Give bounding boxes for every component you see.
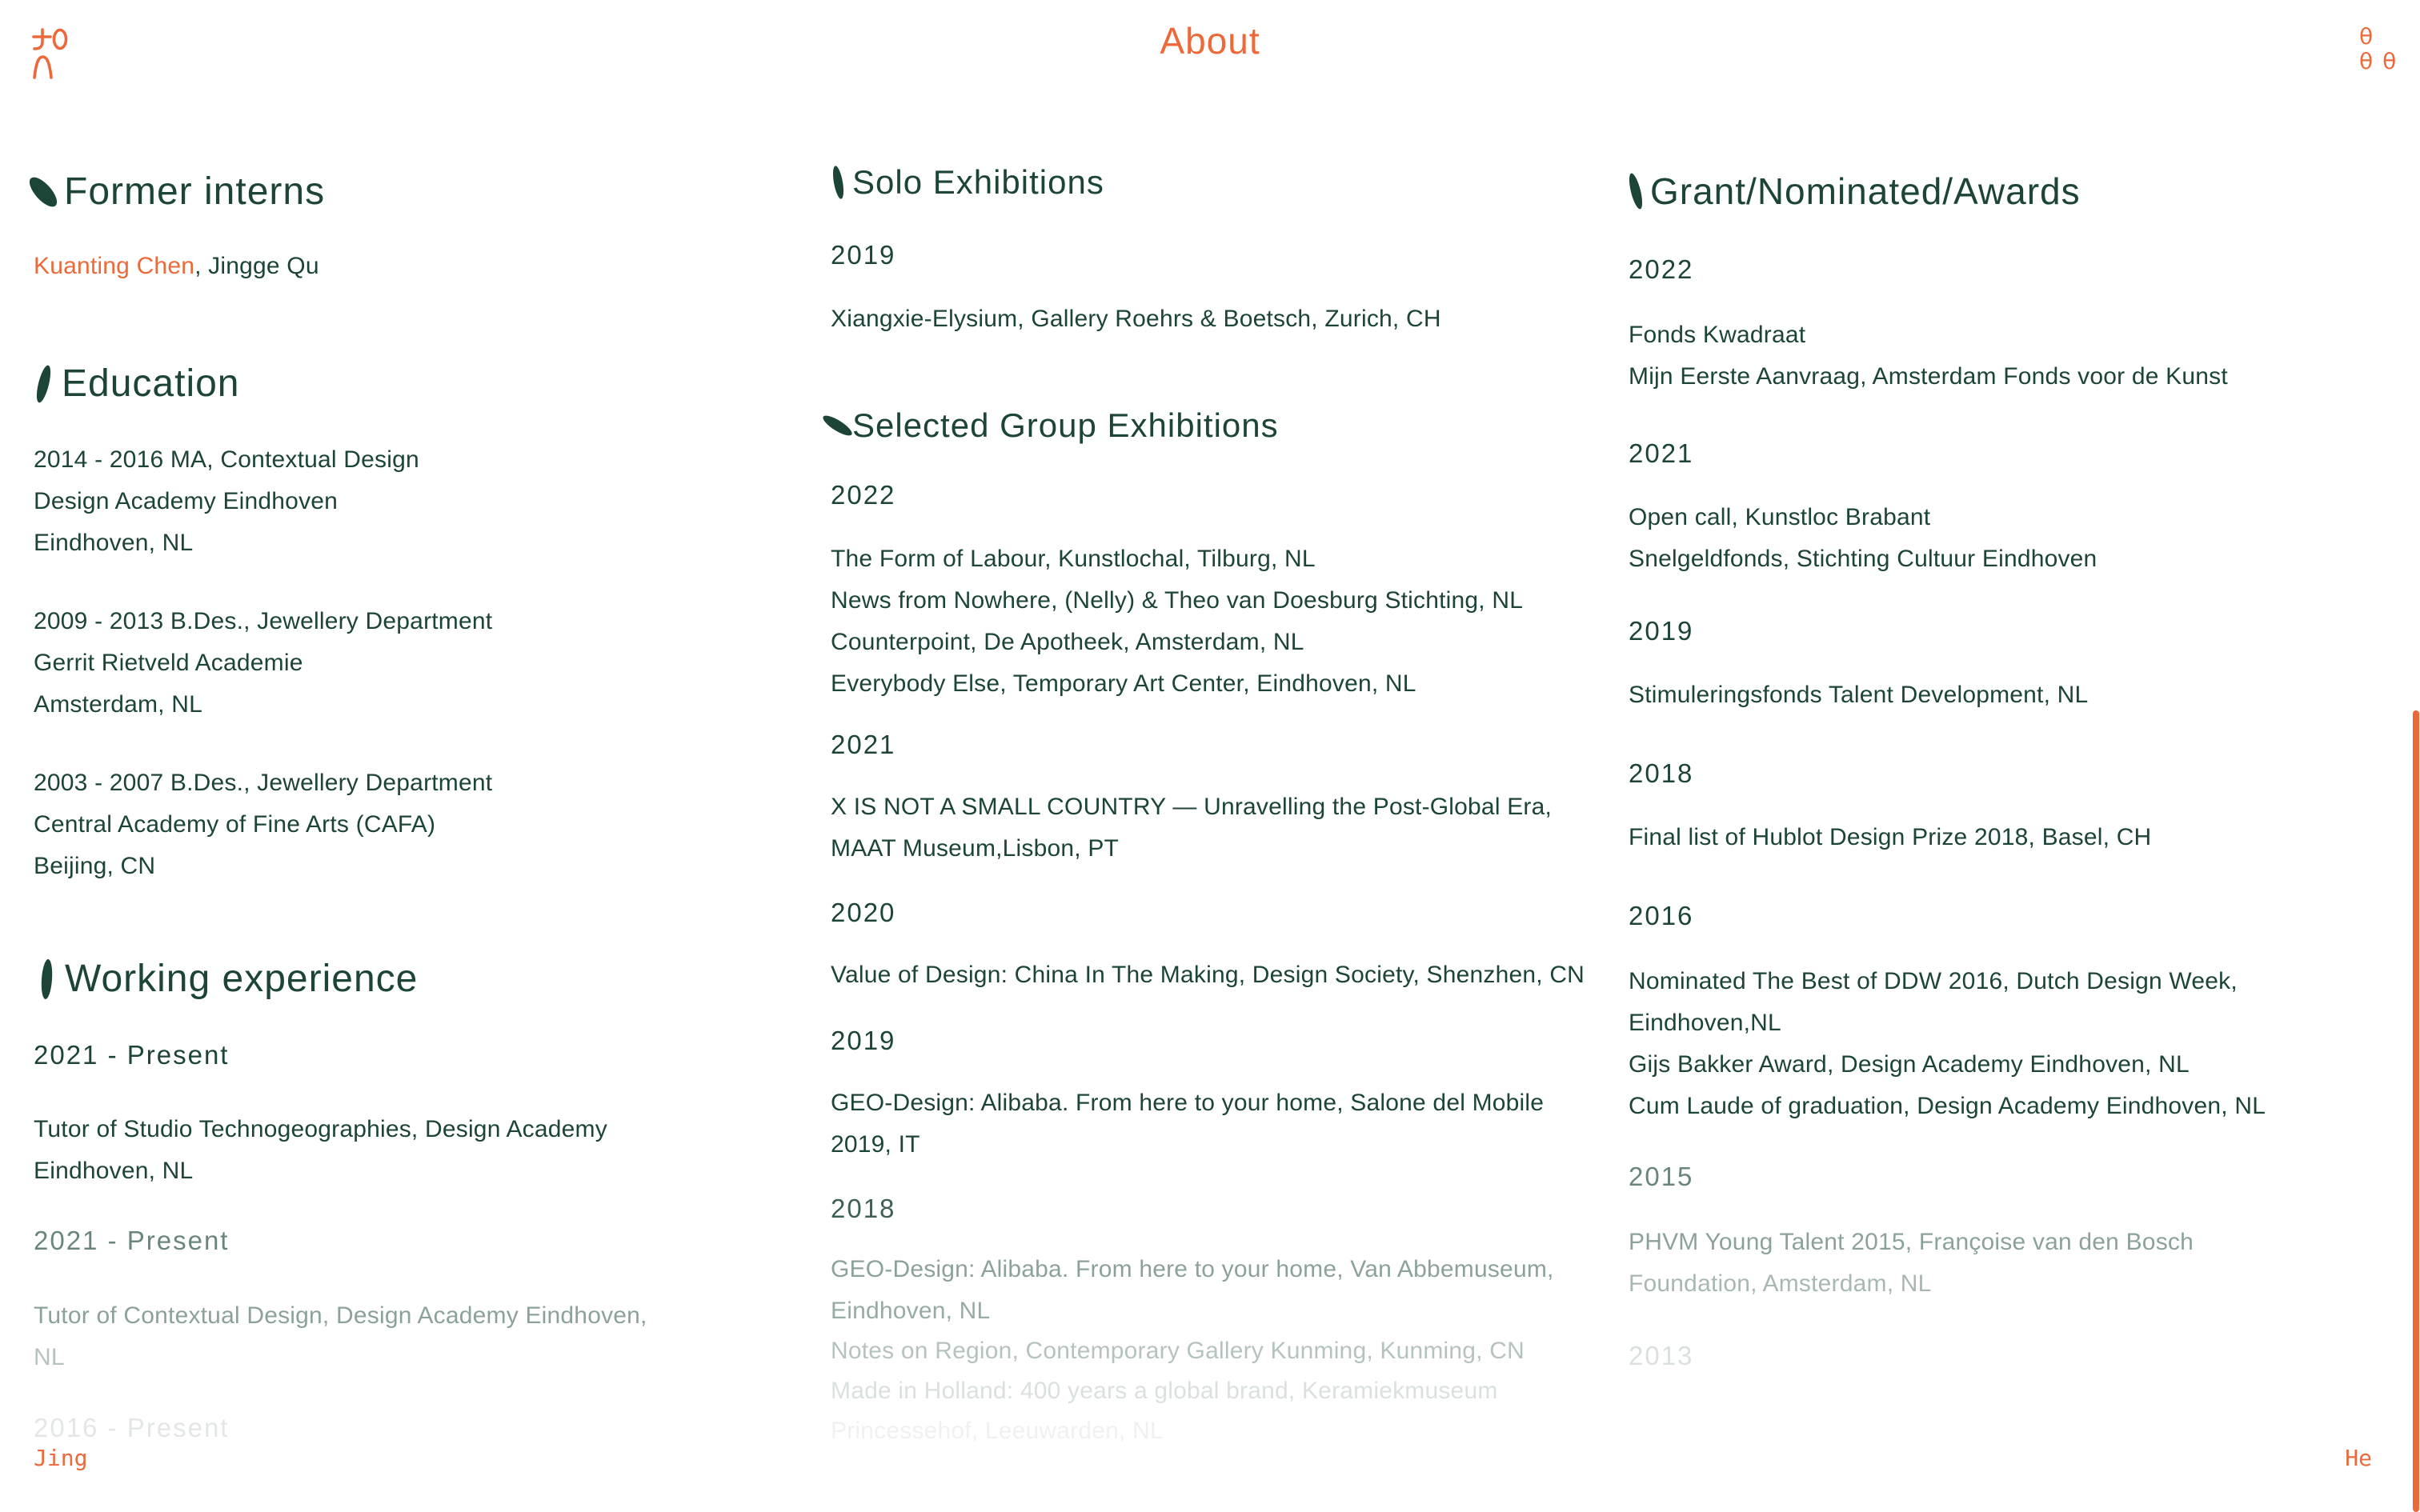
section-heading-working-experience	[42, 957, 418, 1001]
section-heading-label: Education	[62, 362, 240, 405]
section-heading-solo-exhibitions	[834, 163, 1104, 202]
year-label: 2021	[1629, 438, 1694, 468]
education-line: 2014 - 2016 MA, Contextual Design	[34, 446, 419, 473]
award-line: PHVM Young Talent 2015, Françoise van den Bosch	[1629, 1229, 2194, 1255]
section-heading-group-exhibitions	[832, 406, 1279, 445]
scrollbar-thumb[interactable]	[2413, 710, 2419, 1512]
leaf-icon	[1627, 172, 1645, 210]
menu-glyph-row: θ	[2359, 23, 2374, 50]
education-line: Eindhoven, NL	[34, 530, 194, 556]
year-label: 2022	[1629, 254, 1694, 284]
exhibition-line: 2019, IT	[831, 1131, 920, 1158]
year-label: 2013	[1629, 1341, 1694, 1370]
award-line: Snelgeldfonds, Stichting Cultuur Eindhoven	[1629, 546, 2097, 572]
section-heading-former-interns	[35, 170, 325, 214]
leaf-icon	[820, 412, 855, 438]
section-heading-label: Working experience	[65, 958, 419, 1000]
work-period: 2016 - Present	[34, 1413, 230, 1442]
year-label: 2022	[831, 480, 896, 510]
education-line: Gerrit Rietveld Academie	[34, 650, 303, 676]
education-line: Central Academy of Fine Arts (CAFA)	[34, 811, 436, 838]
exhibition-line: GEO-Design: Alibaba. From here to your home, Van Abbemuseum,	[831, 1256, 1554, 1282]
award-line: Eindhoven,NL	[1629, 1010, 1781, 1036]
intern-link-kuanting-chen[interactable]: Kuanting Chen	[34, 253, 195, 279]
exhibition-line: GEO-Design: Alibaba. From here to your home, Salone del Mobile	[831, 1090, 1545, 1116]
year-label: 2015	[1629, 1162, 1694, 1191]
footer-name-jing: Jing	[34, 1445, 88, 1471]
exhibition-line: Eindhoven, NL	[831, 1298, 991, 1324]
award-line: Final list of Hublot Design Prize 2018, Basel, CH	[1629, 824, 2152, 850]
menu-glyph-row: θθ	[2359, 48, 2406, 74]
section-heading-label: Solo Exhibitions	[852, 163, 1104, 201]
section-heading-label: Selected Group Exhibitions	[852, 406, 1279, 444]
exhibition-line: Notes on Region, Contemporary Gallery Kunming, Kunming, CN	[831, 1338, 1525, 1364]
work-period: 2021 - Present	[34, 1040, 230, 1070]
work-line: Tutor of Contextual Design, Design Academy Eindhoven,	[34, 1302, 647, 1329]
footer-name-he: He	[2345, 1445, 2372, 1471]
year-label: 2018	[831, 1194, 896, 1223]
year-label: 2019	[831, 1026, 896, 1055]
leaf-icon	[25, 173, 62, 211]
award-line: Fonds Kwadraat	[1629, 322, 1806, 348]
award-line: Cum Laude of graduation, Design Academy Eindhoven, NL	[1629, 1093, 2266, 1119]
education-line: 2009 - 2013 B.Des., Jewellery Department	[34, 608, 493, 634]
year-label: 2019	[1629, 616, 1694, 646]
year-label: 2020	[831, 898, 896, 927]
education-line: 2003 - 2007 B.Des., Jewellery Department	[34, 770, 493, 796]
section-heading-awards	[1631, 170, 2081, 213]
exhibition-line: Value of Design: China In The Making, Design Society, Shenzhen, CN	[831, 962, 1585, 988]
year-label: 2018	[1629, 758, 1694, 788]
section-heading-label: Grant/Nominated/Awards	[1650, 170, 2081, 212]
exhibition-line: Everybody Else, Temporary Art Center, Eindhoven, NL	[831, 670, 1416, 697]
year-label: 2021	[831, 730, 896, 759]
work-period: 2021 - Present	[34, 1226, 230, 1255]
exhibition-line: Xiangxie-Elysium, Gallery Roehrs & Boetsch, Zurich, CH	[831, 306, 1441, 332]
interns-line	[34, 253, 319, 280]
nav-about[interactable]: About	[1160, 20, 1260, 62]
award-line: Foundation, Amsterdam, NL	[1629, 1270, 1932, 1297]
exhibition-line: X IS NOT A SMALL COUNTRY — Unravelling the Post-Global Era,	[831, 794, 1553, 820]
leaf-icon	[831, 165, 845, 199]
award-line: Nominated The Best of DDW 2016, Dutch Design Week,	[1629, 968, 2238, 994]
work-line: Eindhoven, NL	[34, 1158, 194, 1184]
award-line: Stimuleringsfonds Talent Development, NL	[1629, 682, 2089, 708]
work-line: NL	[34, 1344, 65, 1370]
award-line: Gijs Bakker Award, Design Academy Eindhoven, NL	[1629, 1051, 2190, 1078]
exhibition-line: News from Nowhere, (Nelly) & Theo van Doesburg Stichting, NL	[831, 587, 1524, 614]
education-line: Design Academy Eindhoven	[34, 488, 339, 514]
intern-names: , Jingge Qu	[194, 253, 319, 279]
year-label: 2019	[831, 240, 896, 270]
award-line: Mijn Eerste Aanvraag, Amsterdam Fonds voor de Kunst	[1629, 363, 2228, 390]
leaf-icon	[34, 364, 53, 404]
education-line: Beijing, CN	[34, 853, 156, 879]
year-label: 2016	[1629, 901, 1694, 930]
education-line: Amsterdam, NL	[34, 691, 202, 718]
section-heading-label: Former interns	[64, 170, 326, 213]
exhibition-line: The Form of Labour, Kunstlochal, Tilburg, NL	[831, 546, 1316, 572]
award-line: Open call, Kunstloc Brabant	[1629, 504, 1931, 530]
exhibition-line: MAAT Museum,Lisbon, PT	[831, 835, 1120, 862]
exhibition-line: Princessehof, Leeuwarden, NL	[831, 1418, 1164, 1444]
section-heading-education	[38, 362, 240, 406]
exhibition-line: Counterpoint, De Apotheek, Amsterdam, NL	[831, 629, 1304, 655]
work-line: Tutor of Studio Technogeographies, Design Academy	[34, 1116, 607, 1142]
leaf-icon	[40, 958, 53, 999]
menu-icon[interactable]	[2359, 24, 2406, 74]
exhibition-line: Made in Holland: 400 years a global brand, Keramiekmuseum	[831, 1378, 1498, 1404]
